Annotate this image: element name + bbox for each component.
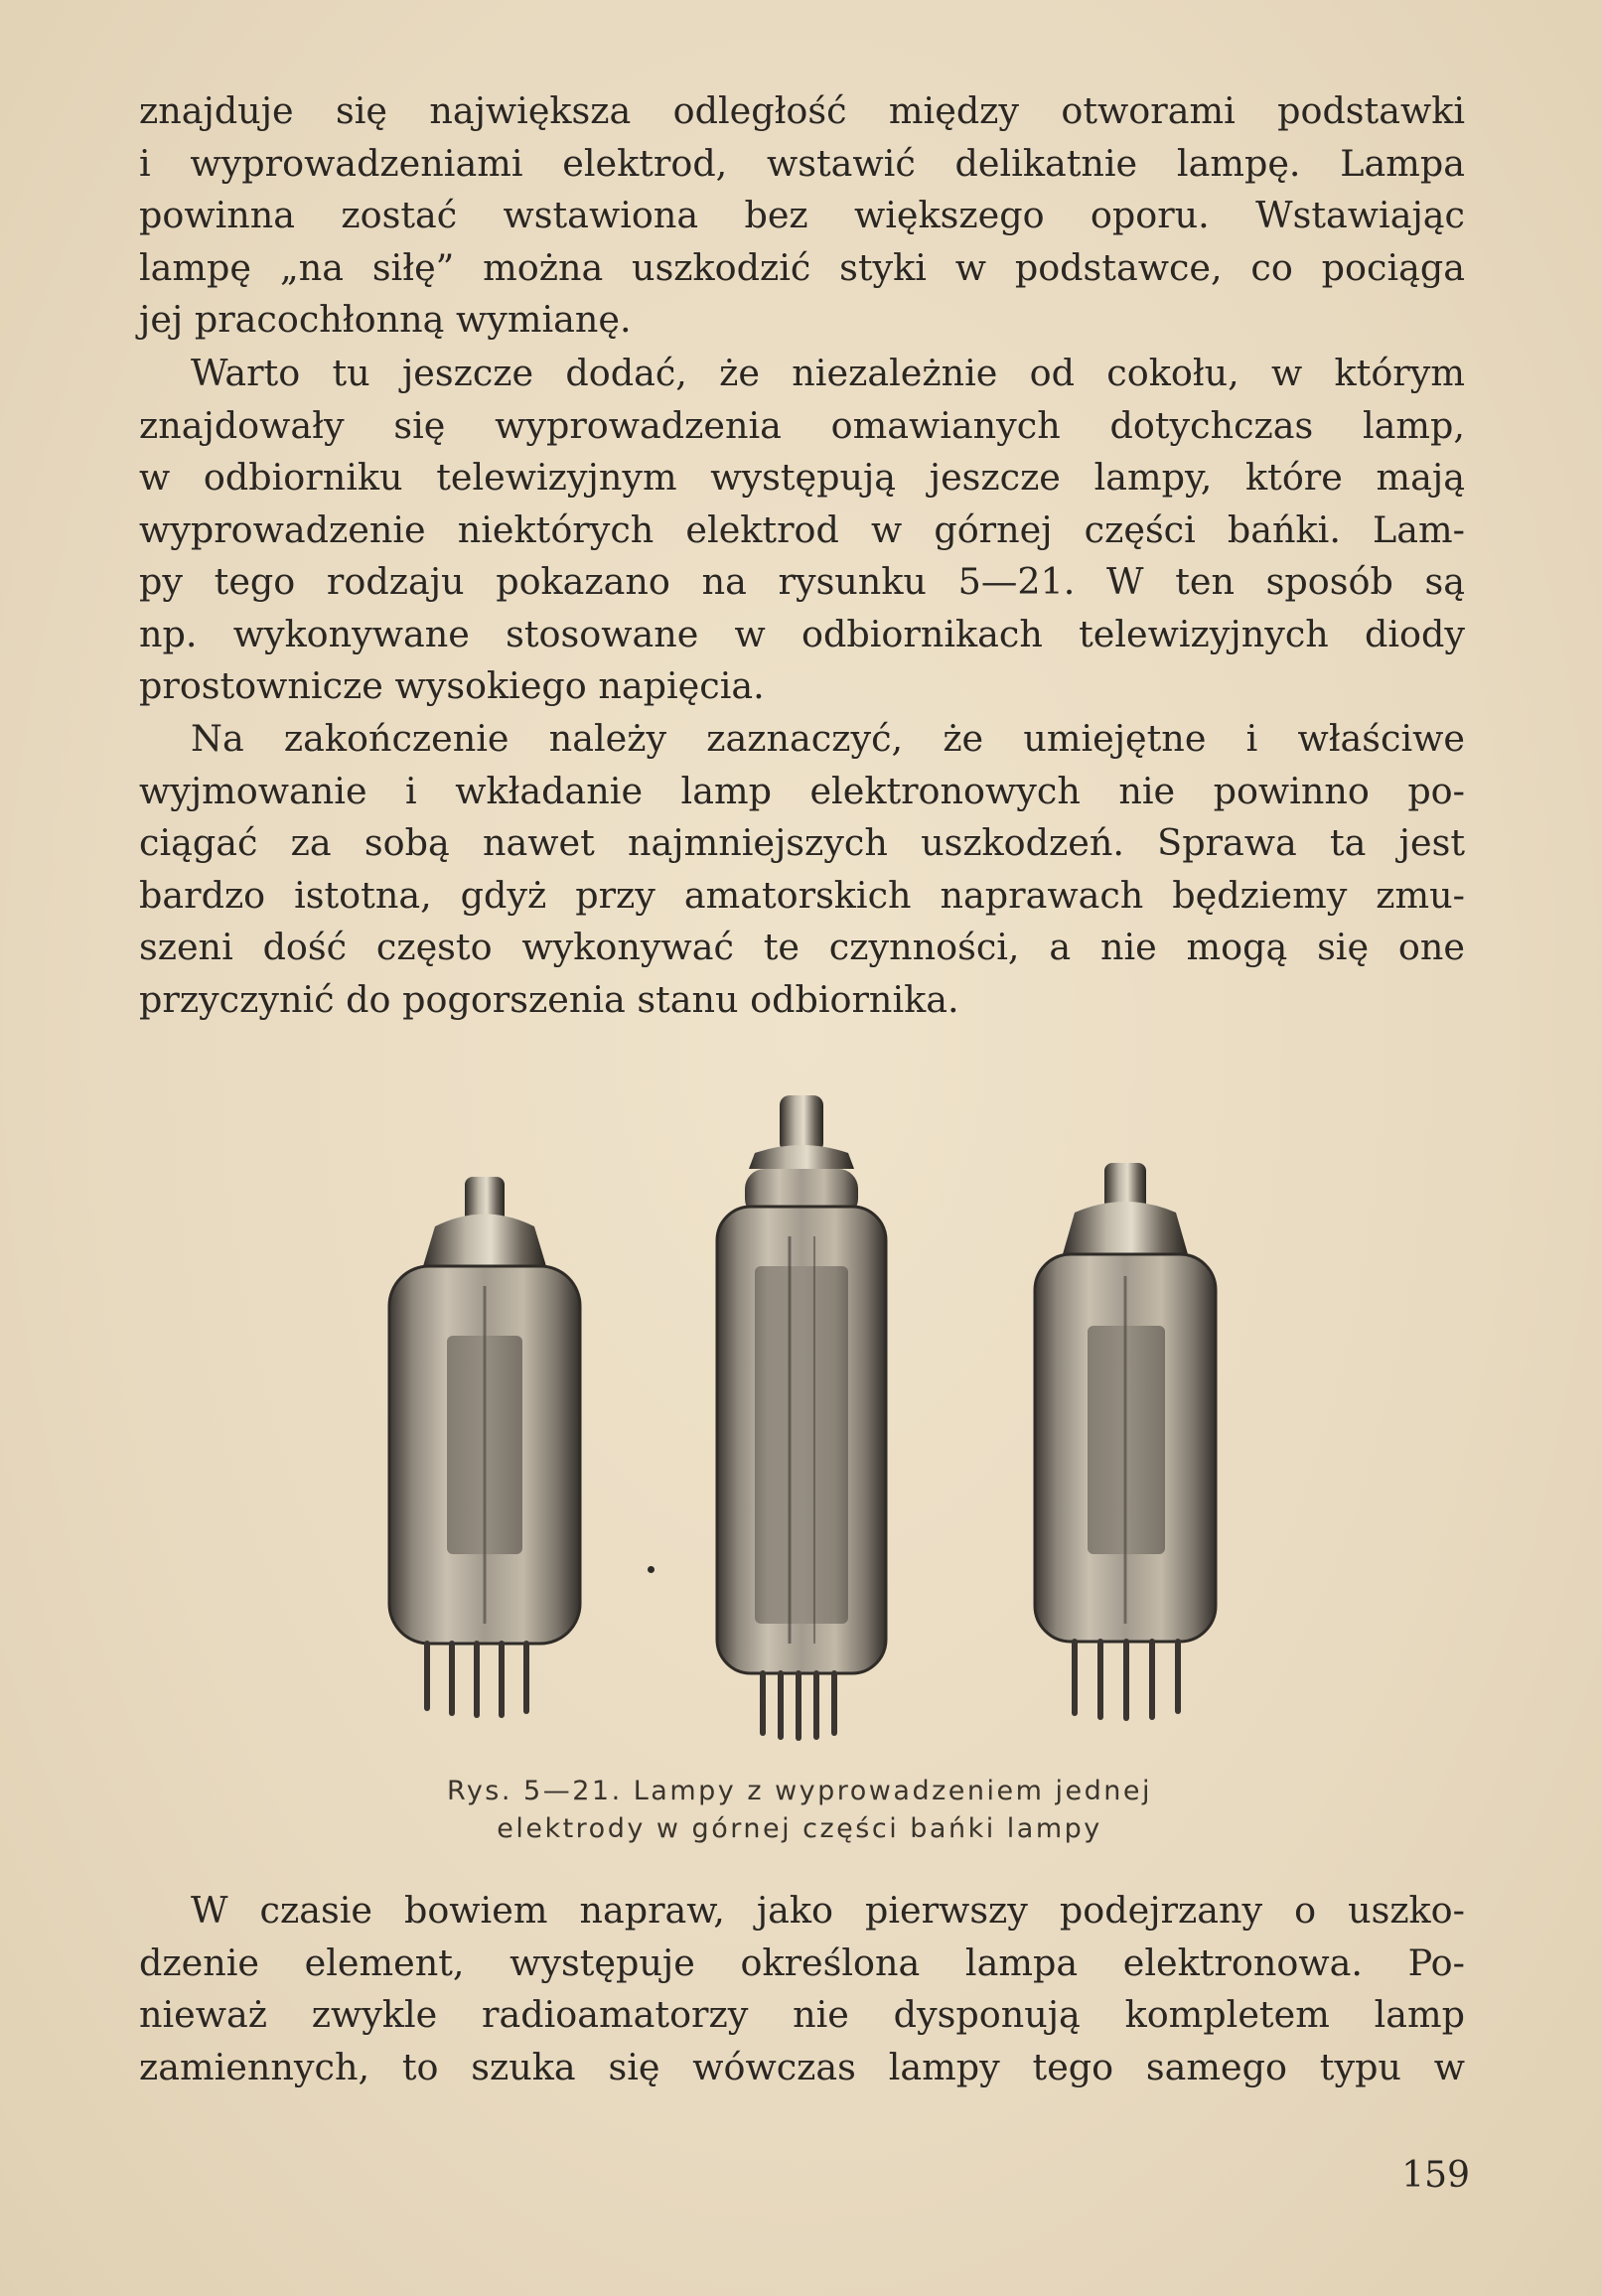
text-line: zamiennych, to szuka się wówczas lampy tego samego typu w	[139, 2045, 1465, 2088]
vacuum-tube-left	[389, 1177, 580, 1715]
text-line: w odbiorniku telewizyjnym występują jeszcze lampy, które mają	[139, 456, 1465, 499]
caption-line: elektrody w górnej części bańki lampy	[497, 1813, 1102, 1844]
text-line: bardzo istotna, gdyż przy amatorskich naprawach będziemy zmu-	[139, 873, 1465, 917]
text-line: ciągać za sobą nawet najmniejszych uszkodzeń. Sprawa ta jest	[139, 821, 1465, 864]
text-line: dzenie element, występuje określona lampa elektronowa. Po-	[139, 1940, 1465, 1984]
text-line: i wyprowadzeniami elektrod, wstawić delikatnie lampę. Lampa	[139, 141, 1465, 185]
text-line: wyprowadzenie niektórych elektrod w górnej części bańki. Lam-	[139, 507, 1465, 551]
paragraph-1	[139, 85, 1465, 347]
page-number: 159	[1401, 2155, 1470, 2196]
text-line: powinna zostać wstawiona bez większego oporu. Wstawiając	[139, 194, 1465, 236]
caption-line: Rys. 5—21. Lampy z wyprowadzeniem jednej	[447, 1776, 1152, 1806]
vacuum-tube-right	[1035, 1163, 1216, 1718]
figure-caption	[358, 1773, 1241, 1848]
text-line: wyjmowanie i wkładanie lamp elektronowych nie powinno po-	[139, 769, 1465, 812]
text-line: prostownicze wysokiego napięcia.	[139, 664, 765, 707]
text-line: szeni dość często wykonywać te czynności, a nie mogą się one	[139, 926, 1465, 968]
text-line: jej pracochłonną wymianę.	[139, 298, 632, 341]
paragraph-2	[139, 348, 1465, 713]
text-line: Na zakończenie należy zaznaczyć, że umiejętne i właściwe	[191, 717, 1465, 760]
text-line: py tego rodzaju pokazano na rysunku 5—21. W ten sposób są	[139, 560, 1465, 603]
vacuum-tube-middle	[717, 1095, 886, 1738]
paragraph-4	[139, 1885, 1465, 2093]
text-line: lampę „na siłę” można uszkodzić styki w podstawce, co pociąga	[139, 245, 1465, 289]
text-line: przyczynić do pogorszenia stanu odbiornika.	[139, 977, 959, 1021]
paragraph-3	[139, 713, 1465, 1026]
figure-vacuum-tubes	[358, 1087, 1241, 1743]
text-line: znajduje się największa odległość między otworami podstawki	[139, 89, 1465, 132]
text-line: znajdowały się wyprowadzenia omawianych dotychczas lamp,	[139, 403, 1465, 447]
text-line: np. wykonywane stosowane w odbiornikach telewizyjnych diody	[139, 612, 1465, 655]
text-line: nieważ zwykle radioamatorzy nie dysponują kompletem lamp	[139, 1993, 1465, 2036]
text-line: Warto tu jeszcze dodać, że niezależnie od cokołu, w którym	[191, 352, 1465, 394]
print-speck	[648, 1566, 655, 1573]
text-line: W czasie bowiem napraw, jako pierwszy podejrzany o uszko-	[191, 1889, 1465, 1932]
